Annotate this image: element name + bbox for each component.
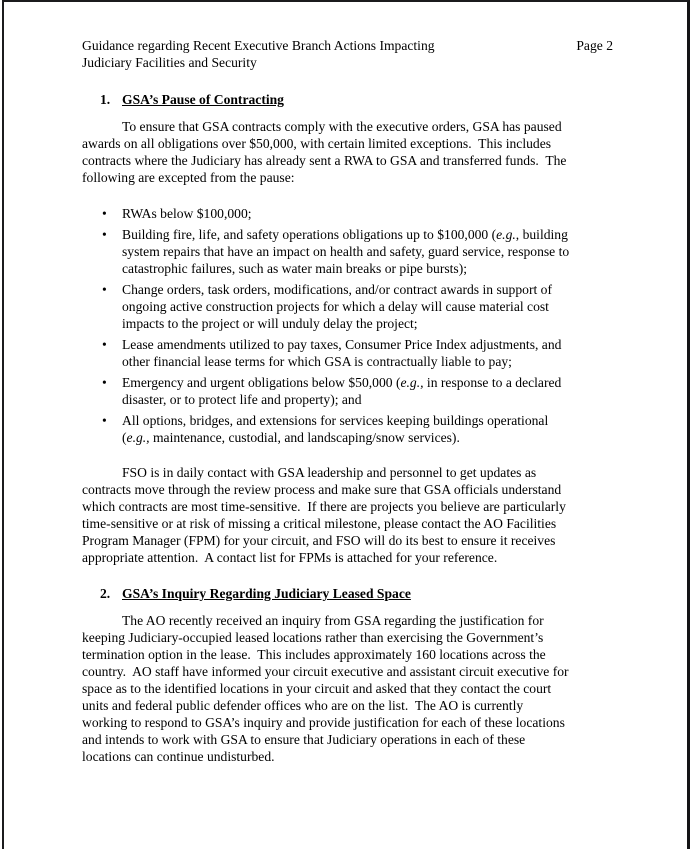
text-line: ongoing active construction projects for which a delay will cause material cost xyxy=(122,299,549,314)
bullet-list xyxy=(82,205,613,446)
bullet-marker-icon: • xyxy=(102,337,107,352)
text-line: To ensure that GSA contracts comply with the executive orders, GSA has paused xyxy=(122,119,562,134)
text-line: RWAs below $100,000; xyxy=(122,206,252,221)
bullet-marker-icon: • xyxy=(102,206,107,221)
text-line: time-sensitive or at risk of missing a critical milestone, please contact the AO Facilities xyxy=(82,516,557,531)
text-line: Change orders, task orders, modifications, and/or contract awards in support of xyxy=(122,282,552,297)
header-title-line1: Guidance regarding Recent Executive Branch Actions Impacting xyxy=(82,38,435,53)
section-number: 2. xyxy=(100,586,111,601)
text-line: All options, bridges, and extensions for services keeping buildings operational xyxy=(122,413,549,428)
text-line: working to respond to GSA’s inquiry and provide justification for each of these locations xyxy=(82,715,565,730)
body-paragraph xyxy=(82,612,613,765)
bullet-marker-icon: • xyxy=(102,227,107,242)
text-line: contracts where the Judiciary has already sent a RWA to GSA and transferred funds. The xyxy=(82,153,567,168)
text-line: termination option in the lease. This includes approximately 160 locations across the xyxy=(82,647,546,662)
bullet-item xyxy=(82,374,613,408)
text-line: FSO is in daily contact with GSA leadership and personnel to get updates as xyxy=(122,465,537,480)
section-title: GSA’s Pause of Contracting xyxy=(122,92,284,107)
bullet-item xyxy=(82,226,613,277)
text-line: following are excepted from the pause: xyxy=(82,170,295,185)
text-line: units and federal public defender offices who are on the list. The AO is currently xyxy=(82,698,524,713)
bullet-marker-icon: • xyxy=(102,282,107,297)
text-line: other financial lease terms for which GSA is contractually liable to pay; xyxy=(122,354,512,369)
body-paragraph xyxy=(82,464,613,566)
bullet-item xyxy=(82,281,613,332)
text-line: space as to the identified locations in your circuit and asked that they contact the court xyxy=(82,681,552,696)
text-line: The AO recently received an inquiry from GSA regarding the justification for xyxy=(122,613,544,628)
text-line: Lease amendments utilized to pay taxes, Consumer Price Index adjustments, and xyxy=(122,337,562,352)
text-line: Building fire, life, and safety operations obligations up to $100,000 (e.g., building xyxy=(122,227,568,242)
page-number: Page 2 xyxy=(576,38,613,53)
document-header xyxy=(82,37,613,71)
section-heading xyxy=(82,91,613,108)
text-line: disaster, or to protect life and property); and xyxy=(122,392,362,407)
text-line: which contracts are most time-sensitive. If there are projects you believe are particularly xyxy=(82,499,566,514)
text-line: appropriate attention. A contact list for FPMs is attached for your reference. xyxy=(82,550,498,565)
header-title xyxy=(82,37,435,71)
body-paragraph xyxy=(82,118,613,186)
document-body xyxy=(82,91,613,765)
text-line: keeping Judiciary-occupied leased locations rather than exercising the Government’s xyxy=(82,630,544,645)
bullet-marker-icon: • xyxy=(102,413,107,428)
text-line: and intends to work with GSA to ensure that Judiciary operations in each of these xyxy=(82,732,526,747)
text-line: awards on all obligations over $50,000, with certain limited exceptions. This includes xyxy=(82,136,552,151)
text-line: impacts to the project or will unduly delay the project; xyxy=(122,316,418,331)
text-line: Program Manager (FPM) for your circuit, and FSO will do its best to ensure it receives xyxy=(82,533,556,548)
bullet-item xyxy=(82,412,613,446)
section-title: GSA’s Inquiry Regarding Judiciary Leased Space xyxy=(122,586,411,601)
section-heading xyxy=(82,585,613,602)
bullet-marker-icon: • xyxy=(102,375,107,390)
bullet-item xyxy=(82,205,613,222)
text-line: Emergency and urgent obligations below $50,000 (e.g., in response to a declared xyxy=(122,375,562,390)
text-line: system repairs that have an impact on health and safety, guard service, response to xyxy=(122,244,570,259)
text-line: locations can continue undisturbed. xyxy=(82,749,275,764)
text-line: (e.g., maintenance, custodial, and landscaping/snow services). xyxy=(122,430,460,445)
text-line: contracts move through the review process and make sure that GSA officials understand xyxy=(82,482,562,497)
page-content xyxy=(82,37,613,784)
bullet-item xyxy=(82,336,613,370)
header-title-line2: Judiciary Facilities and Security xyxy=(82,55,257,70)
text-line: catastrophic failures, such as water main breaks or pipe bursts); xyxy=(122,261,468,276)
section-number: 1. xyxy=(100,92,111,107)
text-line: country. AO staff have informed your circuit executive and assistant circuit executive for xyxy=(82,664,569,679)
